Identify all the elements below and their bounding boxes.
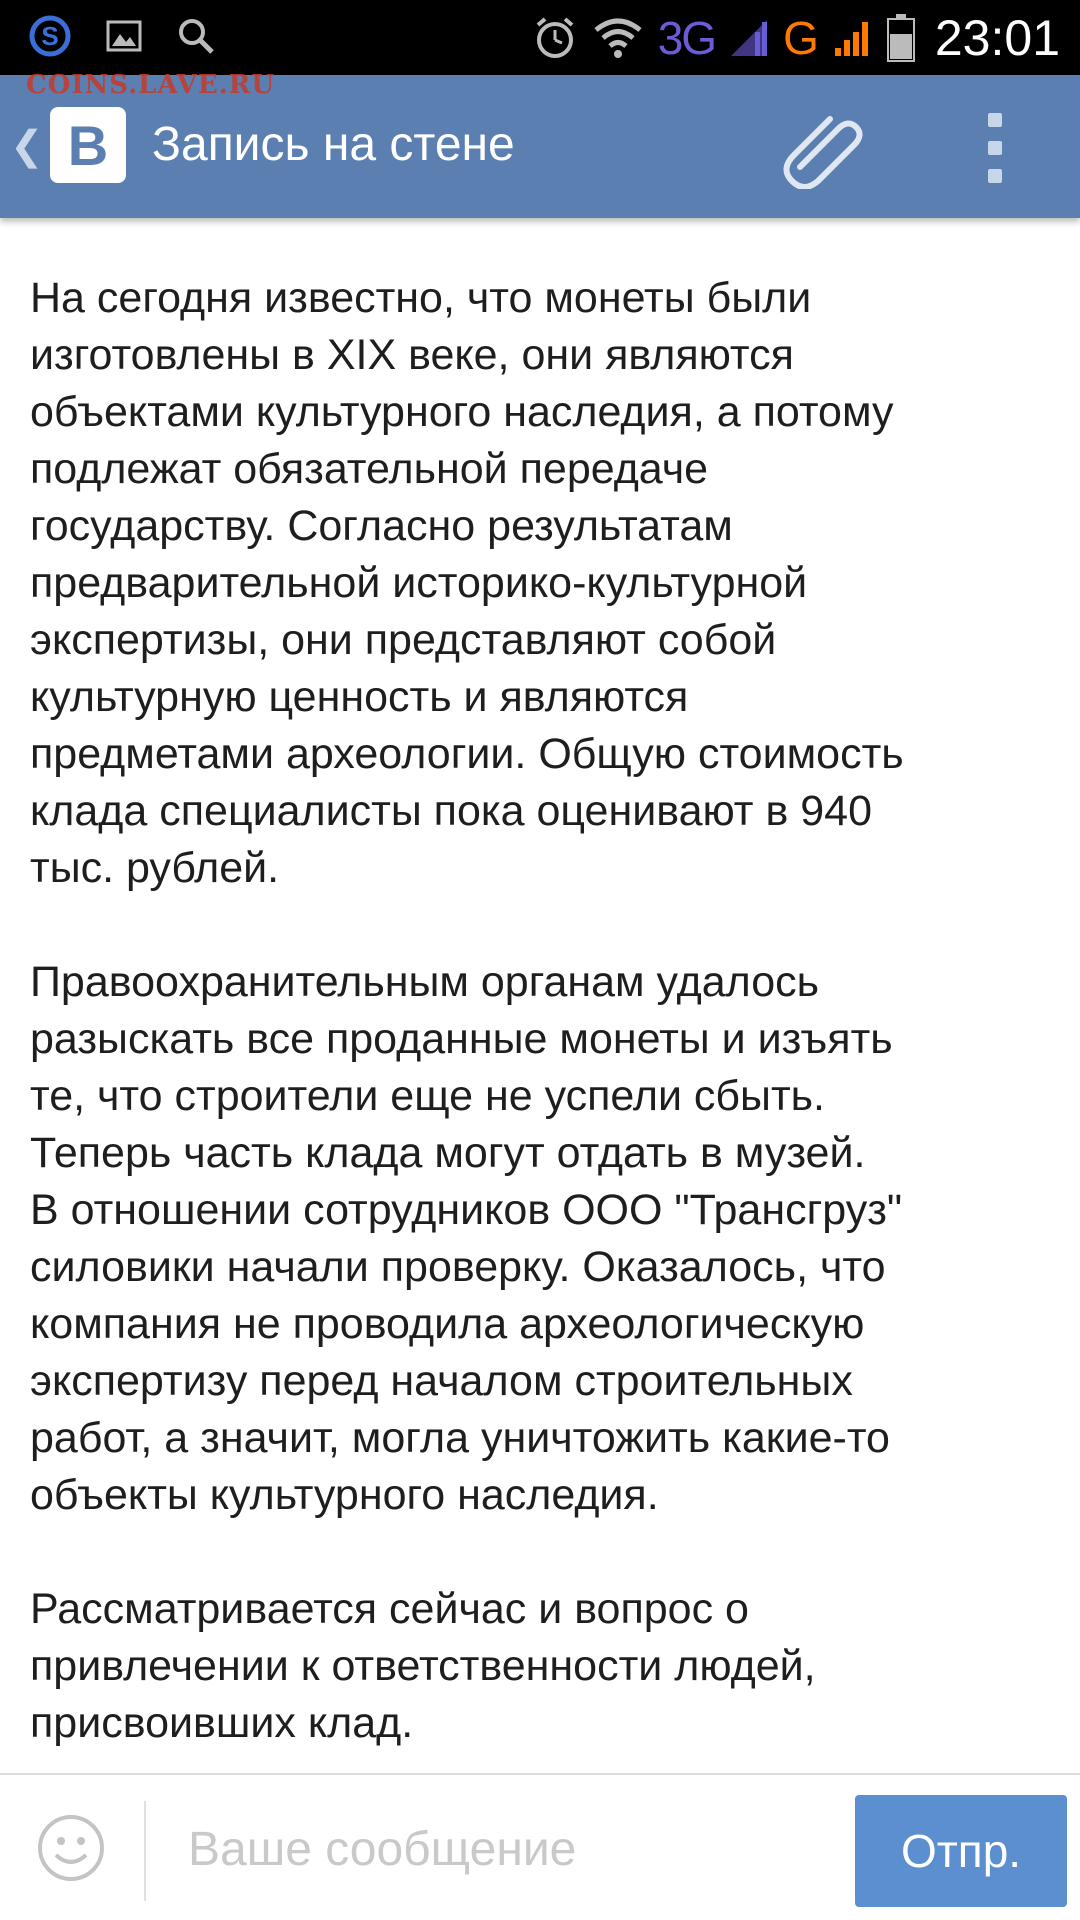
post-paragraph: Рассматривается сейчас и вопрос о привлечении к ответственности людей, присвоивших клад. (30, 1585, 816, 1747)
image-icon (106, 20, 142, 52)
wifi-icon (592, 16, 644, 60)
attach-button[interactable] (780, 105, 870, 189)
notification-icons (28, 14, 216, 58)
smiley-icon (36, 1813, 106, 1883)
battery-icon (887, 14, 915, 62)
search-icon (176, 16, 216, 56)
post-text (30, 270, 1060, 1773)
message-input[interactable] (186, 1809, 826, 1889)
network-3g-label: 3G (657, 12, 716, 64)
alarm-icon (532, 15, 578, 61)
watermark: COINS.LAVE.RU (26, 70, 276, 100)
network-g-label: G (783, 12, 819, 64)
post-paragraph: На сегодня известно, что монеты были изготовлены в XIX веке, они являются объектами культурного наследия, а потому подлежат обязательной передаче государству. Согласно результатам предварительной историко-культурной экспертизы, они представляют собой культурную ценность и являются предметами археологии. Общую стоимость клада специалисты пока оценивают в 940 тыс. рублей. (30, 274, 904, 892)
message-composer (0, 1773, 1080, 1920)
composer-divider (144, 1801, 146, 1901)
more-icon (988, 113, 1002, 127)
signal-icon (729, 18, 769, 58)
emoji-button[interactable] (36, 1813, 106, 1883)
clock: 23:01 (934, 10, 1060, 66)
overflow-menu-button[interactable] (975, 113, 1015, 183)
status-indicators (532, 10, 1060, 66)
signal-icon (833, 18, 873, 58)
back-chevron-icon[interactable]: ❮ (10, 124, 44, 168)
svg-text:S: S (41, 21, 59, 51)
post-content[interactable] (0, 218, 1080, 1773)
paperclip-icon (780, 105, 870, 189)
send-button[interactable]: Отпр. (855, 1795, 1067, 1907)
page-title: Запись на стене (152, 118, 515, 171)
status-bar (0, 0, 1080, 75)
skype-icon (28, 14, 72, 58)
vk-logo[interactable]: В (50, 107, 126, 183)
post-paragraph: Правоохранительным органам удалось разыскать все проданные монеты и изъять те, что строители еще не успели сбыть. Теперь часть клада могут отдать в музей. В отношении сотрудников ООО "Трансгруз" силовики начали проверку. Оказалось, что компания не проводила археологическую экспертизу перед началом строительных работ, а значит, могла уничтожить какие-то объекты культурного наследия. (30, 958, 903, 1519)
